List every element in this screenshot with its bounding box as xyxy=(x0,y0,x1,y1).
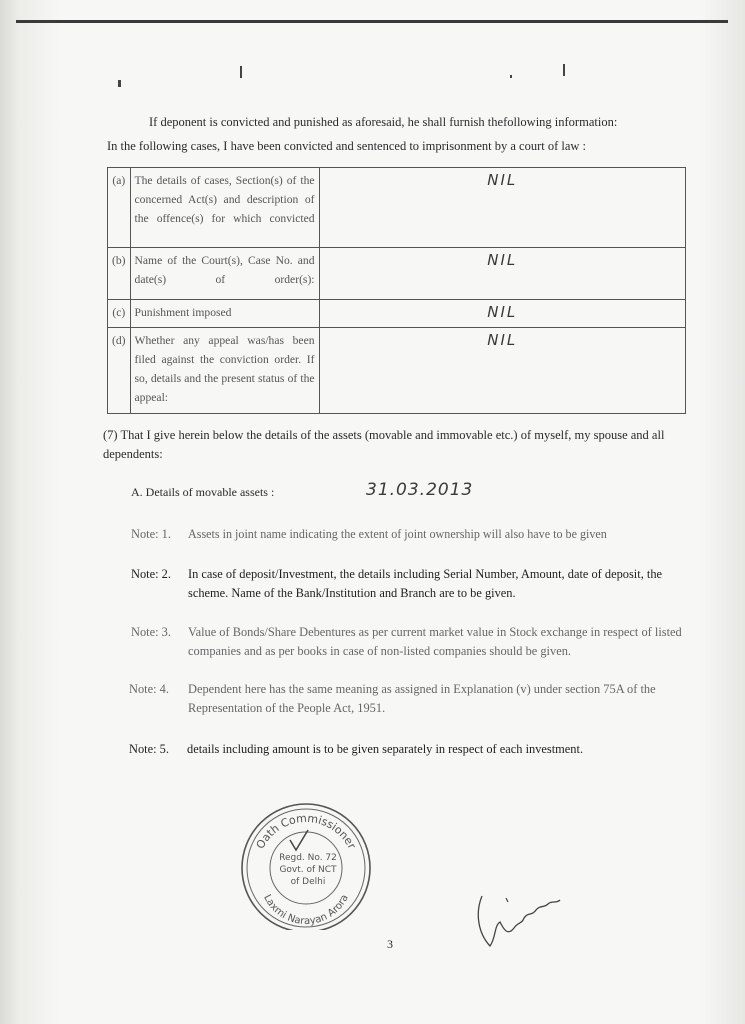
note-text: Value of Bonds/Share Debentures as per current market value in Stock exchange in respect of listed companies and as per books in case of non-listed companies should be given. xyxy=(188,625,682,658)
note-4 xyxy=(129,680,687,720)
row-description: The details of cases, Section(s) of the concerned Act(s) and description of the offence(s) for which convicted xyxy=(130,168,319,248)
scan-speck xyxy=(240,66,242,78)
note-label: Note: 2. xyxy=(131,567,171,581)
row-answer: NIL xyxy=(319,248,685,300)
movable-assets-heading: A. Details of movable assets : xyxy=(131,485,275,499)
stamp-line-1: Regd. No. 72 xyxy=(279,853,337,863)
note-text: Assets in joint name indicating the extent of joint ownership will also have to be given xyxy=(188,527,607,541)
row-letter: (a) xyxy=(108,168,131,248)
intro-line-2: In the following cases, I have been convicted and sentenced to imprisonment by a court of law : xyxy=(107,139,587,153)
note-5 xyxy=(129,740,687,760)
conviction-table xyxy=(107,167,686,414)
stamp-line-3: of Delhi xyxy=(290,877,326,887)
handwritten-signature xyxy=(460,878,570,953)
page-number: 3 xyxy=(387,937,393,951)
row-answer: NIL xyxy=(319,328,685,414)
row-letter: (c) xyxy=(108,300,131,328)
table-row xyxy=(108,168,686,248)
row-description: Punishment imposed xyxy=(130,300,319,328)
note-text: Dependent here has the same meaning as assigned in Explanation (v) under section 75A of the Representation of the People Act, 1951. xyxy=(188,682,656,715)
note-text: In case of deposit/Investment, the details including Serial Number, Amount, date of deposit, the scheme. Name of the Bank/Institution and Branch are to be given. xyxy=(188,567,663,600)
row-answer: NIL xyxy=(319,168,685,248)
stamp-line-2: Govt. of NCT xyxy=(279,865,337,875)
intro-line-1: If deponent is convicted and punished as aforesaid, he shall furnish thefollowing information: xyxy=(149,115,618,129)
row-description: Name of the Court(s), Case No. and date(s) of order(s): xyxy=(130,248,319,300)
scan-speck xyxy=(563,64,565,76)
note-2 xyxy=(131,565,687,605)
stamp-outer-text: Oath Commissioner xyxy=(253,811,359,852)
note-1 xyxy=(131,525,687,545)
note-3 xyxy=(131,623,687,663)
note-text: details including amount is to be given separately in respect of each investment. xyxy=(187,742,584,756)
row-answer: NIL xyxy=(319,300,685,328)
scan-speck xyxy=(118,80,121,87)
handwritten-date: 31.03.2013 xyxy=(366,480,474,500)
oath-commissioner-stamp xyxy=(236,800,376,930)
note-label: Note: 3. xyxy=(131,625,171,639)
note-label: Note: 4. xyxy=(129,682,169,696)
top-rule xyxy=(16,20,728,23)
row-description: Whether any appeal was/has been filed against the conviction order. If so, details and the present status of the appeal: xyxy=(130,328,319,414)
table-row xyxy=(108,248,686,300)
row-letter: (b) xyxy=(108,248,131,300)
scan-speck xyxy=(510,75,512,78)
table-row xyxy=(108,328,686,414)
table-row xyxy=(108,300,686,328)
note-label: Note: 1. xyxy=(131,527,171,541)
stamp-bottom-text: Laxmi Narayan Arora xyxy=(261,892,351,928)
row-letter: (d) xyxy=(108,328,131,414)
note-label: Note: 5. xyxy=(129,742,169,756)
assets-paragraph: (7) That I give herein below the details of the assets (movable and immovable etc.) of myself, my spouse and all dependents: xyxy=(103,428,665,461)
